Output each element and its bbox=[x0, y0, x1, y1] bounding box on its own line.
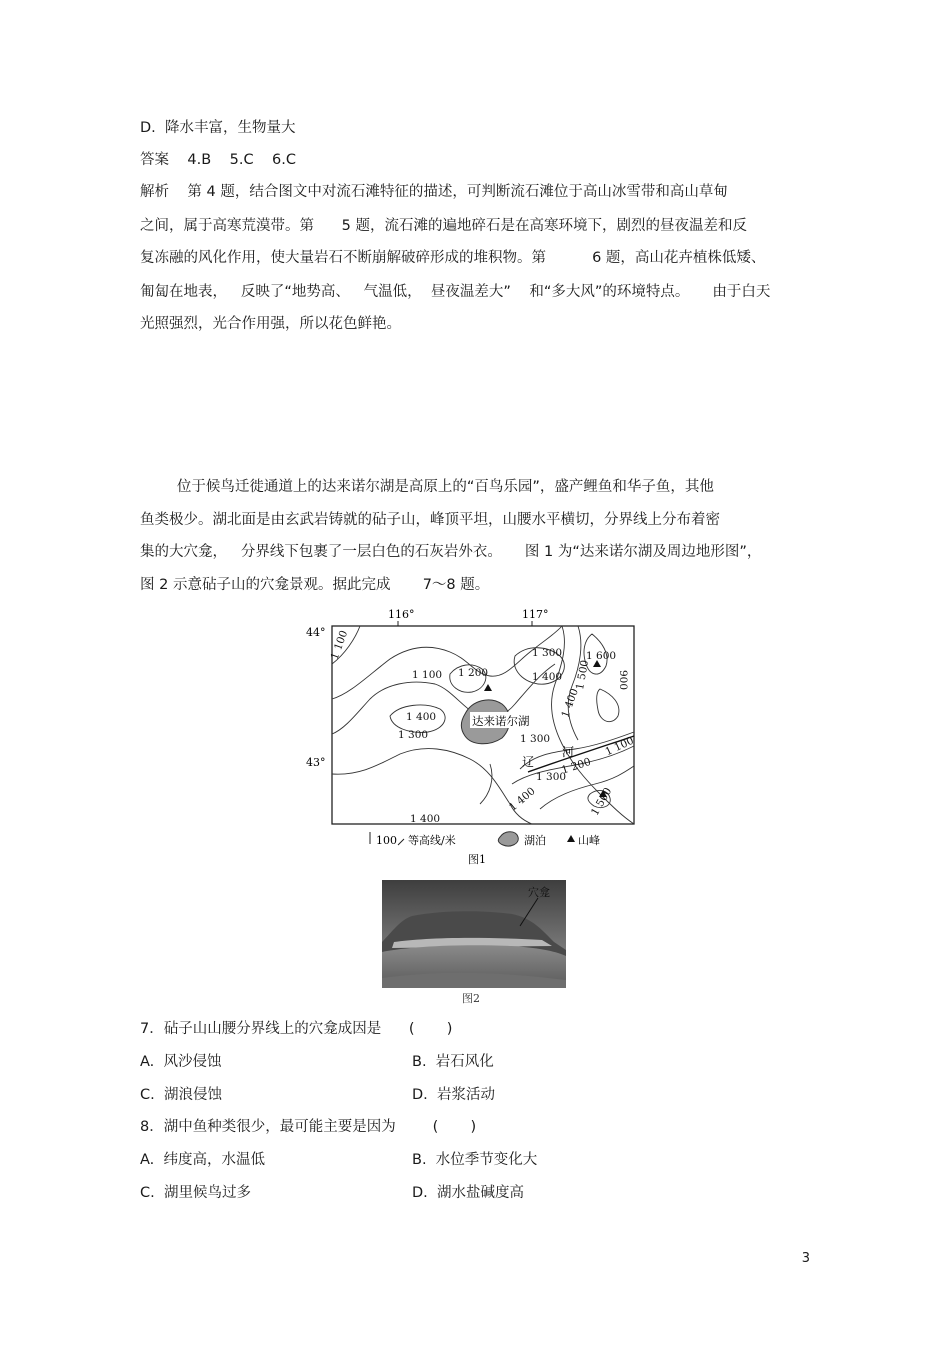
legend-contour-label: 等高线/米 bbox=[408, 834, 456, 847]
figure2-annotation: 穴龛 bbox=[528, 886, 550, 899]
passage-line-2: 鱼类极少。湖北面是由玄武岩铸就的砧子山，峰顶平坦，山腰水平横切，分界线上分布着密 bbox=[140, 512, 720, 528]
contour-label: 1 300 bbox=[398, 729, 429, 741]
river-char-liao: 辽 bbox=[522, 755, 535, 769]
analysis-line-5: 光照强烈，光合作用强，所以花色鲜艳。 bbox=[140, 316, 401, 332]
contour-label: 900 bbox=[617, 670, 629, 691]
figure1-contour-map bbox=[300, 604, 640, 872]
q7-option-a[interactable]: A. 风沙侵蚀 bbox=[140, 1054, 222, 1070]
contour-label: 1 400 bbox=[410, 813, 441, 825]
contour-label: 1 100 bbox=[328, 628, 351, 662]
legend-peak-icon bbox=[567, 835, 575, 842]
contour-label: 1 500 bbox=[588, 785, 615, 818]
figure2-photo bbox=[382, 880, 566, 1010]
contour-label: 1 100 bbox=[603, 734, 636, 759]
passage-line-4: 图 2 示意砧子山的穴龛景观。据此完成 7～8 题。 bbox=[140, 577, 490, 593]
passage-line-1: 位于候鸟迁徙通道上的达来诺尔湖是高原上的“百鸟乐园”，盛产鲤鱼和华子鱼，其他 bbox=[140, 479, 714, 495]
contour-label: 1 400 bbox=[406, 711, 437, 723]
contour-label: 1 300 bbox=[520, 733, 551, 745]
q7-option-c[interactable]: C. 湖浪侵蚀 bbox=[140, 1087, 222, 1103]
lake-label: 达来诺尔湖 bbox=[472, 714, 530, 728]
contour-label: 1 600 bbox=[586, 650, 617, 662]
lon-label-117: 117° bbox=[522, 608, 549, 621]
option-d-previous: D. 降水丰富，生物量大 bbox=[140, 120, 296, 136]
legend-lake-swatch bbox=[498, 832, 518, 846]
map-legend bbox=[370, 832, 600, 847]
q7-option-d[interactable]: D. 岩浆活动 bbox=[412, 1087, 495, 1103]
analysis-line-2: 之间，属于高寒荒漠带。第 5 题，流石滩的遍地碎石是在高寒环境下，剧烈的昼夜温差和反 bbox=[140, 218, 747, 234]
passage-line-3: 集的大穴龛， 分界线下包裹了一层白色的石灰岩外衣。 图 1 为“达来诺尔湖及周边地形图”， bbox=[140, 544, 762, 560]
contour-label: 1 400 bbox=[532, 671, 563, 683]
river-char-he: 河 bbox=[562, 745, 575, 759]
page-number: 3 bbox=[801, 1251, 810, 1266]
q8-option-a[interactable]: A. 纬度高，水温低 bbox=[140, 1152, 265, 1168]
analysis-line-1: 解析 第 4 题，结合图文中对流石滩特征的描述，可判断流石滩位于高山冰雪带和高山草甸 bbox=[140, 184, 728, 200]
q8-option-d[interactable]: D. 湖水盐碱度高 bbox=[412, 1185, 524, 1201]
lat-label-44: 44° bbox=[306, 626, 326, 639]
figure2-caption: 图2 bbox=[462, 992, 480, 1005]
contour-label: 1 200 bbox=[560, 755, 593, 777]
contour-label: 1 300 bbox=[536, 771, 567, 783]
lon-label-116: 116° bbox=[388, 608, 415, 621]
analysis-line-4: 匍匐在地表， 反映了“地势高、 气温低， 昼夜温差大” 和“多大风”的环境特点。 由于白天 bbox=[140, 284, 771, 300]
figure1-caption: 图1 bbox=[468, 853, 486, 866]
legend-peak-label: 山峰 bbox=[578, 834, 600, 847]
contour-label: 1 200 bbox=[458, 667, 489, 679]
q8-option-c[interactable]: C. 湖里候鸟过多 bbox=[140, 1185, 251, 1201]
contour-label: 1 300 bbox=[532, 647, 563, 659]
q7-option-b[interactable]: B. 岩石风化 bbox=[412, 1054, 494, 1070]
contour-label: 1 100 bbox=[412, 669, 443, 681]
contour-label: 1 400 bbox=[506, 785, 538, 814]
contour-label: 1 500 bbox=[574, 659, 592, 691]
question-8-stem: 8．湖中鱼种类很少，最可能主要是因为 ( ) bbox=[140, 1119, 477, 1135]
q8-option-b[interactable]: B. 水位季节变化大 bbox=[412, 1152, 538, 1168]
answer-line: 答案 4.B 5.C 6.C bbox=[140, 152, 297, 168]
lat-label-43: 43° bbox=[306, 756, 326, 769]
legend-contour-sample: 100 bbox=[376, 834, 397, 847]
legend-lake-label: 湖泊 bbox=[524, 834, 546, 847]
contour-label: 1 400 bbox=[559, 686, 581, 720]
analysis-line-3: 复冻融的风化作用，使大量岩石不断崩解破碎形成的堆积物。第 6 题，高山花卉植株低矮、 bbox=[140, 250, 766, 266]
question-7-stem: 7．砧子山山腰分界线上的穴龛成因是 ( ) bbox=[140, 1021, 453, 1037]
